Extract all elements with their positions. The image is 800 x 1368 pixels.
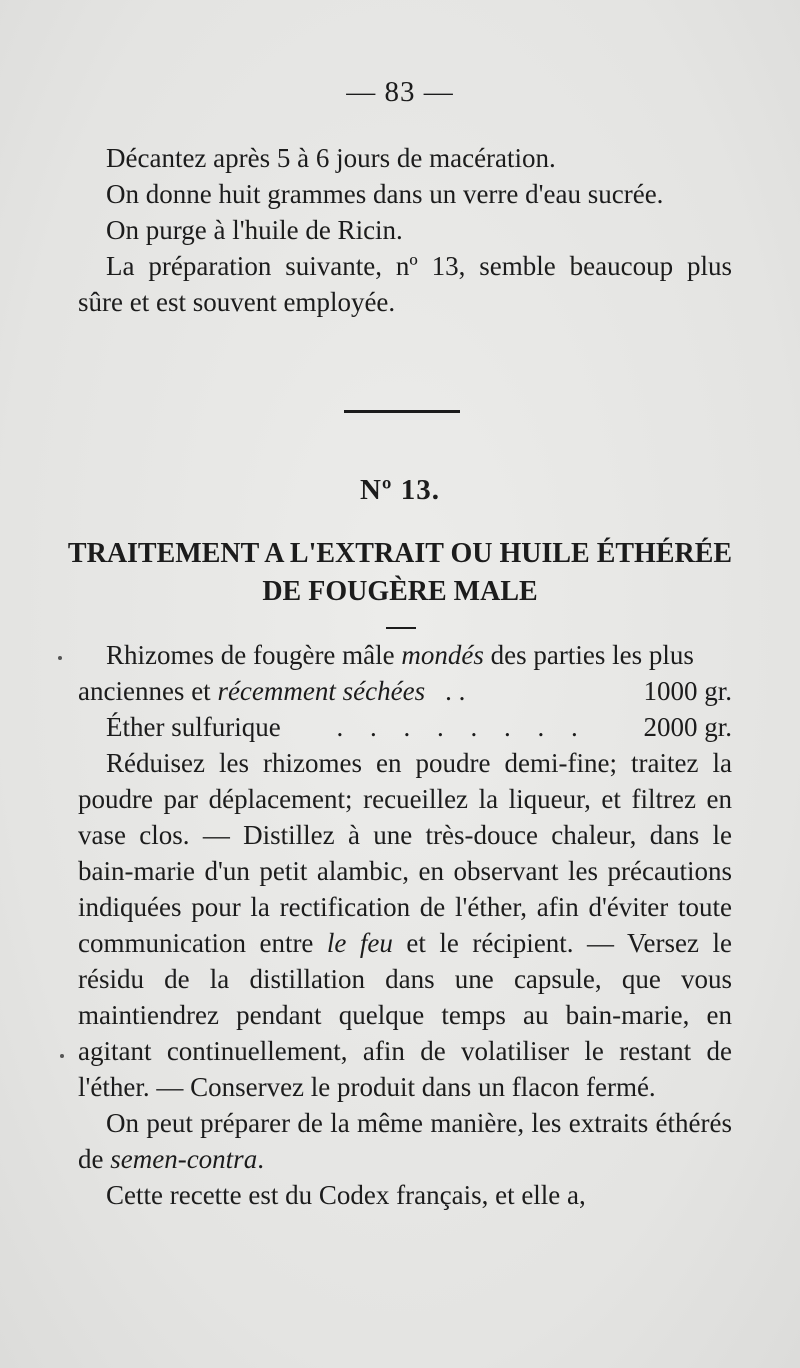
ingredient-quantity: 1000 gr. <box>643 676 732 706</box>
ingredient-quantity: 2000 gr. <box>643 712 732 742</box>
leader-dots: . . . . . . . . <box>336 712 588 742</box>
ingredient-text: Éther sulfurique <box>106 712 281 742</box>
paragraph: Décantez après 5 à 6 jours de macération. <box>106 143 556 173</box>
paragraph: On donne huit grammes dans un verre d'eau sucrée. <box>106 179 664 209</box>
recipe-text <box>78 637 732 1213</box>
paragraph-emphasis: semen-contra <box>110 1144 258 1174</box>
paragraph: On purge à l'huile de Ricin. <box>106 215 403 245</box>
section-rule <box>344 410 460 413</box>
paragraph-text: Réduisez les rhizomes en poudre demi-fine; traitez la poudre par déplacement; recueillez la liqueur, et filtrez en vase clos. — Distillez à une très-douce chaleur, dans le bain-marie d'un petit alambic, en observant les précautions indiquées pour la rectification de l'éther, afin d'éviter toute communication entre <box>78 748 732 958</box>
paragraph: Cette recette est du Codex français, et elle a, <box>106 1180 586 1210</box>
paragraph <box>78 745 732 1105</box>
intro-text <box>78 140 732 320</box>
ingredient-text: des parties les plus anciennes et <box>78 640 694 706</box>
ingredient-emphasis: mondés <box>401 640 484 670</box>
title-dash <box>386 627 416 629</box>
page-number: — 83 — <box>346 76 454 108</box>
paragraph-text: et le récipient. — Versez le résidu de la distillation dans une capsule, que vous maintiendrez pendant quelque temps au bain-marie, en agitant continuellement, afin de volatiliser le restant de l'éther. — Conservez le produit dans un flacon fermé. <box>78 928 732 1102</box>
paper-speck <box>58 656 62 660</box>
title-line: TRAITEMENT A L'EXTRAIT OU HUILE ÉTHÉRÉE <box>67 538 733 569</box>
leader-dots: . . <box>445 676 466 706</box>
paragraph-emphasis: le feu <box>326 928 393 958</box>
paragraph <box>78 1105 732 1177</box>
recipe-number: Nº 13. <box>359 474 440 506</box>
paper-speck <box>60 1054 64 1058</box>
ingredient-1 <box>78 637 732 709</box>
title-line: DE FOUGÈRE MALE <box>262 576 538 607</box>
paragraph: La préparation suivante, nº 13, semble beaucoup plus sûre et est souvent employée. <box>78 251 732 317</box>
recipe-title <box>60 535 740 611</box>
ingredient-emphasis: récemment séchées <box>217 676 426 706</box>
paragraph-text: . <box>257 1144 264 1174</box>
paragraph-text: On peut préparer de la même manière, les extraits éthérés de <box>78 1108 732 1174</box>
ingredient-2 <box>78 709 732 745</box>
ingredient-text: Rhizomes de fougère mâle <box>106 640 402 670</box>
